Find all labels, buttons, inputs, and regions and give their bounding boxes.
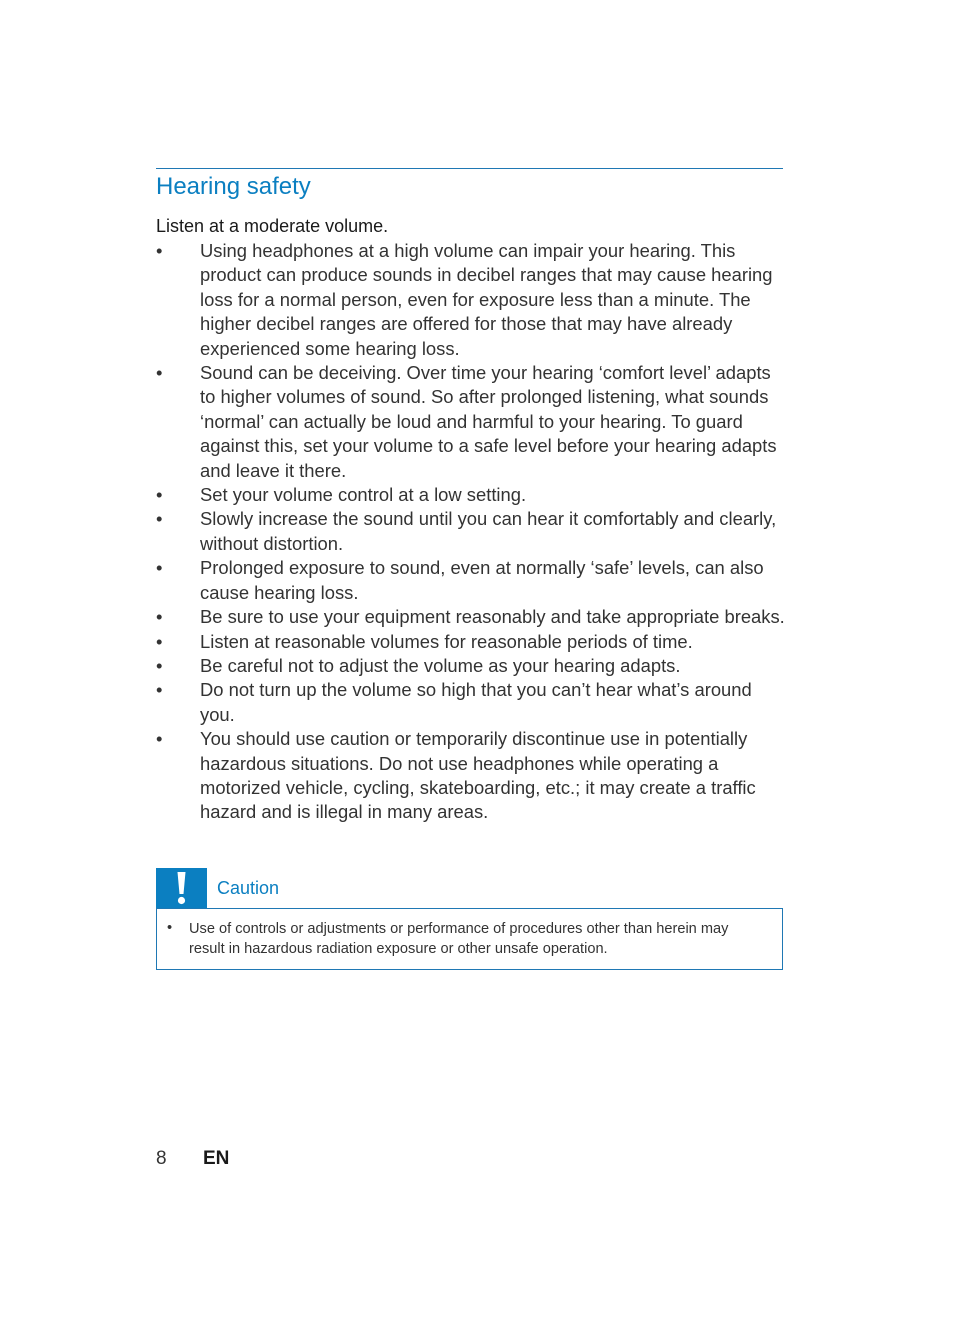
bullet-icon: • — [156, 630, 163, 652]
caution-badge — [156, 868, 207, 908]
list-item — [156, 678, 786, 727]
bullet-icon: • — [156, 606, 163, 628]
list-item-text: Slowly increase the sound until you can hear it comfortably and clearly, without distortion. — [200, 508, 777, 554]
list-item — [156, 556, 786, 605]
list-item-text: You should use caution or temporarily discontinue use in potentially hazardous situations. Do not use headphones while operating a motorized vehicle, cycling, skateboarding, etc.; it may create a traffic hazard and is illegal in many areas. — [200, 728, 756, 823]
list-item — [156, 507, 786, 556]
list-item — [156, 605, 786, 629]
list-item-text: Sound can be deceiving. Over time your hearing ‘comfort level’ adapts to higher volumes of sound. So after prolonged listening, what sounds ‘normal’ can actually be loud and harmful to your hearing. To guard against this, set your volume to a safe level before your hearing adapts and leave it there. — [200, 362, 777, 481]
list-item-text: Be sure to use your equipment reasonably and take appropriate breaks. — [200, 606, 785, 628]
bullet-icon: • — [156, 484, 163, 506]
list-item-text: Prolonged exposure to sound, even at normally ‘safe’ levels, can also cause hearing loss. — [200, 557, 764, 603]
caution-header — [156, 868, 783, 908]
bullet-icon: • — [156, 679, 163, 701]
section-intro: Listen at a moderate volume. — [156, 216, 389, 236]
list-item — [156, 654, 786, 678]
list-item — [167, 919, 757, 959]
caution-title: Caution — [217, 878, 280, 898]
bullet-icon: • — [156, 240, 163, 261]
exclamation-icon — [156, 868, 207, 908]
list-item — [156, 727, 786, 825]
caution-list — [167, 919, 757, 959]
page-number: 8 — [156, 1148, 167, 1169]
caution-box — [156, 908, 783, 970]
list-item-text: Set your volume control at a low setting. — [200, 484, 527, 506]
list-item-text: Do not turn up the volume so high that you can’t hear what’s around you. — [200, 679, 752, 725]
bullet-icon: • — [156, 654, 163, 676]
list-item-text: Listen at reasonable volumes for reasonable periods of time. — [200, 630, 693, 652]
caution-item-text: Use of controls or adjustments or performance of procedures other than herein may result in hazardous radiation exposure or other unsafe operation. — [189, 921, 729, 957]
list-item — [156, 361, 786, 483]
list-item-text: Be careful not to adjust the volume as your hearing adapts. — [200, 654, 681, 676]
hearing-safety-list — [156, 239, 786, 825]
bullet-icon: • — [167, 920, 173, 936]
bullet-icon: • — [156, 728, 163, 750]
list-item-text: Using headphones at a high volume can impair your hearing. This product can produce sounds in decibel ranges that may cause hearing loss for a normal person, even for exposure less than a minute. The higher decibel ranges are offered for those that may have already experienced some hearing loss. — [200, 240, 773, 359]
bullet-icon: • — [156, 557, 163, 579]
language-code: EN — [203, 1148, 230, 1169]
section-title: Hearing safety — [156, 173, 311, 200]
bullet-icon: • — [156, 362, 163, 384]
list-item — [156, 239, 786, 361]
bullet-icon: • — [156, 508, 163, 530]
list-item — [156, 630, 786, 654]
list-item — [156, 483, 786, 507]
section-top-rule — [156, 168, 783, 169]
